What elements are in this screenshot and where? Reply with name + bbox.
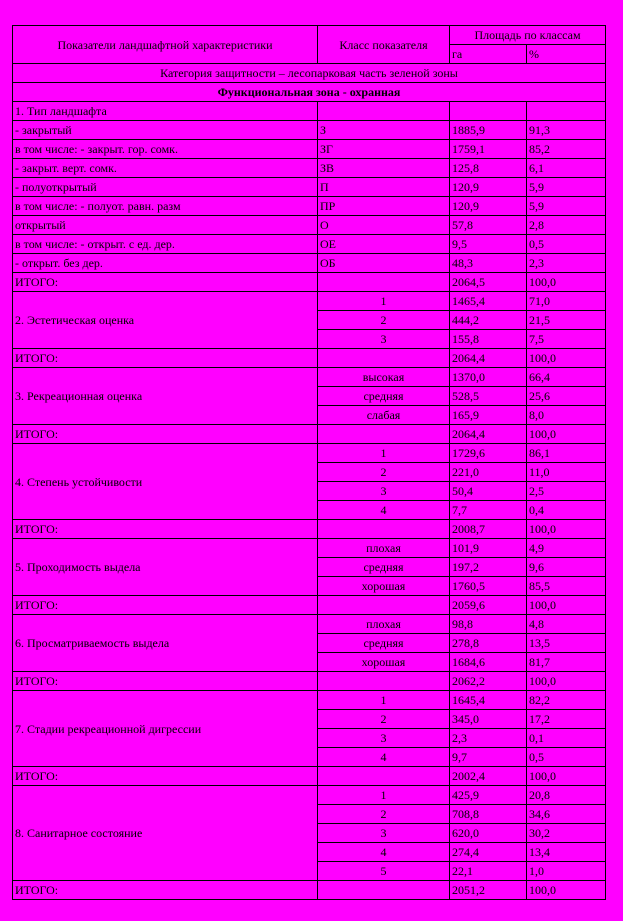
row-pct: 30,2 [527, 824, 606, 843]
category-text: Категория защитности – лесопарковая часть зеленой зоны [13, 64, 606, 83]
row-ha: 425,9 [450, 786, 527, 805]
row-pct: 85,2 [527, 140, 606, 159]
total-ha: 2064,4 [450, 425, 527, 444]
total-label: ИТОГО: [13, 349, 318, 368]
row-ha: 1370,0 [450, 368, 527, 387]
row-class: 1 [318, 444, 450, 463]
total-row [13, 596, 606, 615]
row-class: средняя [318, 634, 450, 653]
total-row [13, 349, 606, 368]
row-pct: 5,9 [527, 178, 606, 197]
empty-cell [318, 881, 450, 900]
row-ha: 22,1 [450, 862, 527, 881]
row-ha: 274,4 [450, 843, 527, 862]
row-class: З [318, 121, 450, 140]
group-title: 4. Степень устойчивости [13, 444, 318, 520]
row-class: плохая [318, 539, 450, 558]
empty-cell [318, 520, 450, 539]
group-title: 5. Проходимость выдела [13, 539, 318, 596]
total-ha: 2059,6 [450, 596, 527, 615]
row-pct: 85,5 [527, 577, 606, 596]
row-ha: 1759,1 [450, 140, 527, 159]
total-pct: 100,0 [527, 520, 606, 539]
row-class: высокая [318, 368, 450, 387]
row-class: 2 [318, 805, 450, 824]
row-ha: 98,8 [450, 615, 527, 634]
row-class: О [318, 216, 450, 235]
total-pct: 100,0 [527, 596, 606, 615]
empty-cell [527, 102, 606, 121]
row-class: хорошая [318, 653, 450, 672]
row-pct: 11,0 [527, 463, 606, 482]
row-ha: 1465,4 [450, 292, 527, 311]
total-pct: 100,0 [527, 273, 606, 292]
row-ha: 1729,6 [450, 444, 527, 463]
group-title: 6. Просматриваемость выдела [13, 615, 318, 672]
header-row [13, 26, 606, 45]
group-title: 8. Санитарное состояние [13, 786, 318, 881]
landscape-characteristics-table [12, 25, 606, 900]
row-ha: 101,9 [450, 539, 527, 558]
row-name: в том числе: - открыт. с ед. дер. [13, 235, 318, 254]
row-name: в том числе: - полуот. равн. разм [13, 197, 318, 216]
empty-cell [318, 102, 450, 121]
zone-row [13, 83, 606, 102]
row-ha: 155,8 [450, 330, 527, 349]
row-ha: 620,0 [450, 824, 527, 843]
row-pct: 25,6 [527, 387, 606, 406]
total-label: ИТОГО: [13, 425, 318, 444]
row-ha: 1645,4 [450, 691, 527, 710]
row-class: ЗГ [318, 140, 450, 159]
row-ha: 120,9 [450, 178, 527, 197]
row-class: 5 [318, 862, 450, 881]
total-label: ИТОГО: [13, 596, 318, 615]
row-pct: 0,4 [527, 501, 606, 520]
total-ha: 2062,2 [450, 672, 527, 691]
table-row [13, 140, 606, 159]
row-ha: 197,2 [450, 558, 527, 577]
total-pct: 100,0 [527, 672, 606, 691]
row-class: 1 [318, 292, 450, 311]
row-pct: 4,9 [527, 539, 606, 558]
total-label: ИТОГО: [13, 881, 318, 900]
row-pct: 91,3 [527, 121, 606, 140]
table-row [13, 159, 606, 178]
table-row [13, 216, 606, 235]
empty-cell [318, 349, 450, 368]
row-ha: 165,9 [450, 406, 527, 425]
table-row [13, 197, 606, 216]
row-name: - полуоткрытый [13, 178, 318, 197]
total-row [13, 672, 606, 691]
row-pct: 13,5 [527, 634, 606, 653]
row-name: открытый [13, 216, 318, 235]
total-ha: 2064,4 [450, 349, 527, 368]
row-ha: 1684,6 [450, 653, 527, 672]
total-pct: 100,0 [527, 349, 606, 368]
row-class: ОЕ [318, 235, 450, 254]
table-row [13, 368, 606, 387]
section-title-row [13, 102, 606, 121]
row-pct: 82,2 [527, 691, 606, 710]
row-class: средняя [318, 387, 450, 406]
row-pct: 8,0 [527, 406, 606, 425]
header-ha: га [450, 45, 527, 64]
category-row [13, 64, 606, 83]
table-row [13, 292, 606, 311]
group-title: 7. Стадии рекреационной дигрессии [13, 691, 318, 767]
row-ha: 345,0 [450, 710, 527, 729]
row-class: хорошая [318, 577, 450, 596]
row-pct: 5,9 [527, 197, 606, 216]
row-ha: 221,0 [450, 463, 527, 482]
table-row [13, 615, 606, 634]
row-class: 3 [318, 729, 450, 748]
total-label: ИТОГО: [13, 672, 318, 691]
table-row [13, 121, 606, 140]
header-class: Класс показателя [318, 26, 450, 64]
table-row [13, 444, 606, 463]
group-title: 3. Рекреационная оценка [13, 368, 318, 425]
row-ha: 9,5 [450, 235, 527, 254]
empty-cell [318, 767, 450, 786]
total-label: ИТОГО: [13, 767, 318, 786]
row-pct: 7,5 [527, 330, 606, 349]
row-pct: 34,6 [527, 805, 606, 824]
zone-text: Функциональная зона - охранная [13, 83, 606, 102]
table-row [13, 235, 606, 254]
table-row [13, 786, 606, 805]
row-class: ПР [318, 197, 450, 216]
row-class: 3 [318, 482, 450, 501]
total-pct: 100,0 [527, 767, 606, 786]
row-class: 3 [318, 824, 450, 843]
row-ha: 48,3 [450, 254, 527, 273]
row-name: - закрыт. верт. сомк. [13, 159, 318, 178]
row-class: 3 [318, 330, 450, 349]
total-label: ИТОГО: [13, 273, 318, 292]
section-title: 1. Тип ландшафта [13, 102, 318, 121]
row-pct: 13,4 [527, 843, 606, 862]
total-row [13, 425, 606, 444]
total-pct: 100,0 [527, 881, 606, 900]
row-class: П [318, 178, 450, 197]
row-ha: 444,2 [450, 311, 527, 330]
total-ha: 2051,2 [450, 881, 527, 900]
row-pct: 0,5 [527, 235, 606, 254]
row-pct: 0,5 [527, 748, 606, 767]
row-name: - закрытый [13, 121, 318, 140]
row-class: 4 [318, 501, 450, 520]
empty-cell [318, 425, 450, 444]
row-ha: 57,8 [450, 216, 527, 235]
row-ha: 708,8 [450, 805, 527, 824]
row-ha: 9,7 [450, 748, 527, 767]
row-pct: 86,1 [527, 444, 606, 463]
row-pct: 81,7 [527, 653, 606, 672]
row-class: 1 [318, 786, 450, 805]
row-ha: 1760,5 [450, 577, 527, 596]
row-pct: 20,8 [527, 786, 606, 805]
row-pct: 9,6 [527, 558, 606, 577]
row-pct: 2,5 [527, 482, 606, 501]
row-class: 2 [318, 463, 450, 482]
row-ha: 7,7 [450, 501, 527, 520]
row-pct: 17,2 [527, 710, 606, 729]
row-pct: 71,0 [527, 292, 606, 311]
row-ha: 278,8 [450, 634, 527, 653]
table-row [13, 178, 606, 197]
row-pct: 2,8 [527, 216, 606, 235]
row-class: 1 [318, 691, 450, 710]
total-row [13, 273, 606, 292]
table-row [13, 254, 606, 273]
row-class: ЗВ [318, 159, 450, 178]
row-pct: 2,3 [527, 254, 606, 273]
header-area: Площадь по классам [450, 26, 606, 45]
total-row [13, 520, 606, 539]
group-title: 2. Эстетическая оценка [13, 292, 318, 349]
row-pct: 6,1 [527, 159, 606, 178]
row-name: в том числе: - закрыт. гор. сомк. [13, 140, 318, 159]
row-ha: 125,8 [450, 159, 527, 178]
row-class: 4 [318, 843, 450, 862]
total-ha: 2064,5 [450, 273, 527, 292]
row-pct: 66,4 [527, 368, 606, 387]
row-ha: 50,4 [450, 482, 527, 501]
row-class: слабая [318, 406, 450, 425]
row-pct: 0,1 [527, 729, 606, 748]
row-ha: 528,5 [450, 387, 527, 406]
empty-cell [450, 102, 527, 121]
row-ha: 2,3 [450, 729, 527, 748]
empty-cell [318, 596, 450, 615]
row-ha: 1885,9 [450, 121, 527, 140]
empty-cell [318, 672, 450, 691]
row-class: 2 [318, 710, 450, 729]
row-name: - открыт. без дер. [13, 254, 318, 273]
row-pct: 4,8 [527, 615, 606, 634]
row-class: 2 [318, 311, 450, 330]
empty-cell [318, 273, 450, 292]
row-pct: 21,5 [527, 311, 606, 330]
row-class: ОБ [318, 254, 450, 273]
total-label: ИТОГО: [13, 520, 318, 539]
table-row [13, 539, 606, 558]
header-pct: % [527, 45, 606, 64]
total-ha: 2008,7 [450, 520, 527, 539]
total-pct: 100,0 [527, 425, 606, 444]
row-class: средняя [318, 558, 450, 577]
total-ha: 2002,4 [450, 767, 527, 786]
header-indicator: Показатели ландшафтной характеристики [13, 26, 318, 64]
total-row [13, 881, 606, 900]
row-class: плохая [318, 615, 450, 634]
table-row [13, 691, 606, 710]
row-ha: 120,9 [450, 197, 527, 216]
row-class: 4 [318, 748, 450, 767]
total-row [13, 767, 606, 786]
row-pct: 1,0 [527, 862, 606, 881]
